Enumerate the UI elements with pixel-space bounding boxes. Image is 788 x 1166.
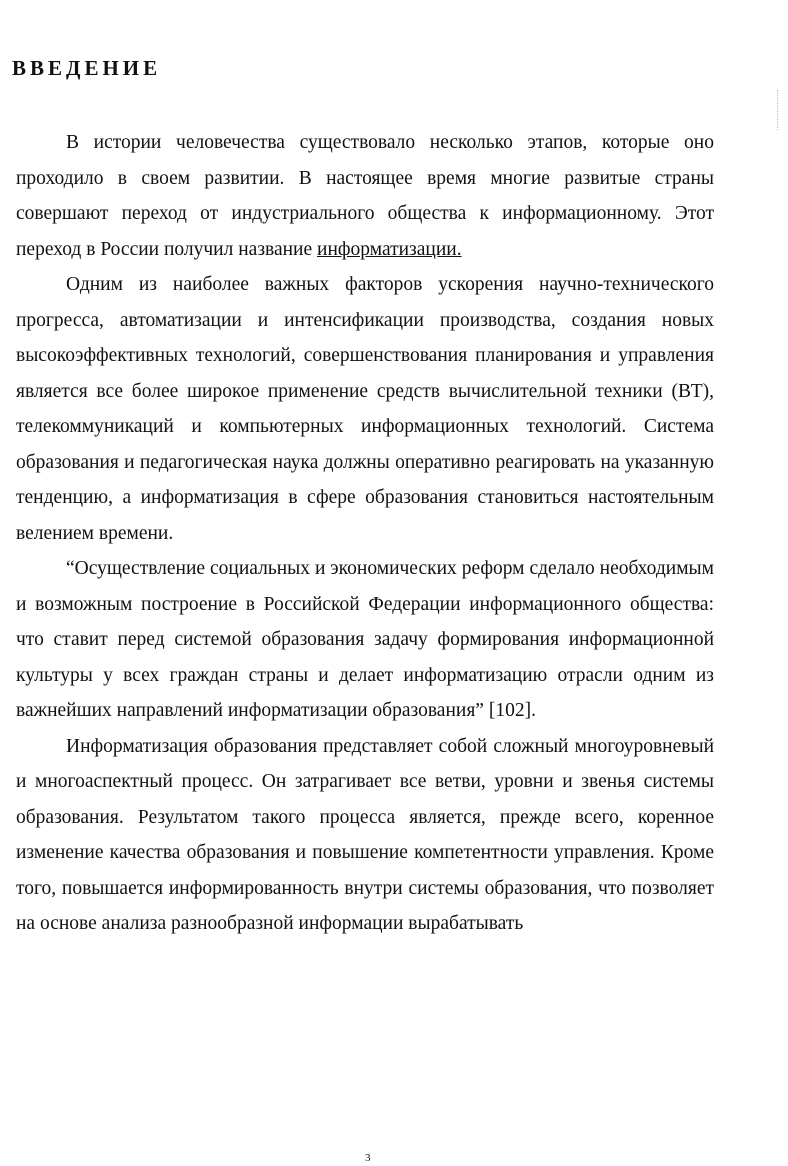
- body-text: [16, 125, 714, 942]
- underlined-term: информатизации.: [317, 238, 462, 260]
- paragraph-1: [16, 125, 714, 267]
- paragraph-1-text: В истории человечества существовало несколько этапов, которые оно проходило в своем развитии. В настоящее время многие развитые страны совершают переход от индустриального общества к информационному. Этот переход в России получил название: [16, 132, 714, 260]
- paragraph-4: Информатизация образования представляет собой сложный многоуровневый и многоаспектный процесс. Он затрагивает все ветви, уровни и звенья системы образования. Результатом такого процесса является, прежде всего, коренное изменение качества образования и повышение компетентности управления. Кроме того, повышается информированность внутри системы образования, что позволяет на основе анализа разнообразной информации вырабатывать: [16, 735, 714, 934]
- paragraph-2: Одним из наиболее важных факторов ускорения научно-технического прогресса, автоматизации и интенсификации производства, создания новых высокоэффективных технологий, совершенствования планирования и управления является все более широкое применение средств вычислительной техники (ВТ), телекоммуникаций и компьютерных информационных технологий. Система образования и педагогическая наука должны оперативно реагировать на указанную тенденцию, а информатизация в сфере образования становиться настоятельным велением времени.: [16, 274, 714, 544]
- scan-artifact: [777, 90, 780, 130]
- page-number: 3: [365, 1152, 371, 1164]
- section-heading: ВВЕДЕНИЕ: [12, 56, 162, 80]
- paragraph-3: “Осуществление социальных и экономических реформ сделало необходимым и возможным построение в Российской Федерации информационного общества: что ставит перед системой образования задачу формирования информационной культуры у всех граждан страны и делает информатизацию отрасли одним из важнейших направлений информатизации образования” [102].: [16, 558, 714, 721]
